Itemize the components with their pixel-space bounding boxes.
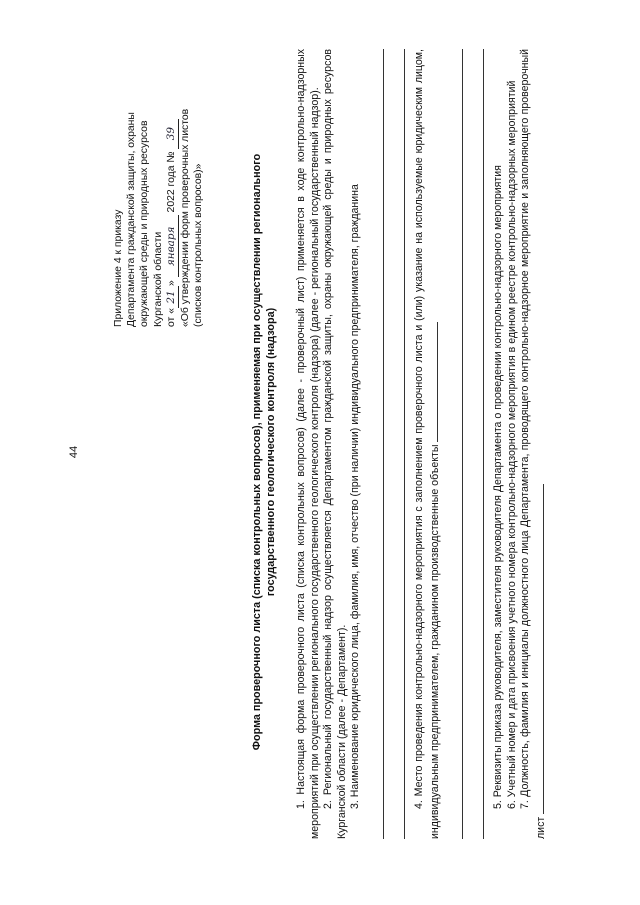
item-4-text: 4. Место проведения контрольно-надзорного мероприятия с заполнением проверочного листа и (или) указание на используемые юридическим лицом, индивидуальным предпринимателем, гражданином производственные объекты — [412, 49, 441, 839]
appendix-line: Приложение 4 к приказу — [113, 209, 124, 327]
fill-line — [371, 49, 384, 839]
appendix-line: «Об утверждении форм проверочных листов — [180, 108, 192, 327]
item-5: 5. Реквизиты приказа руководителя, заместителя руководителя Департамента о проведении контрольно-надзорного мероприятия — [492, 165, 505, 809]
fill-line — [533, 484, 544, 814]
date-prefix: от « — [165, 308, 177, 327]
fill-line — [392, 49, 405, 839]
fill-line — [450, 49, 463, 839]
item-2: 2. Региональный государственный надзор осуществляется Департаментом гражданской защиты, охраны окружающей среды и природных ресурсов Курганской области (далее - Департамент). — [322, 49, 348, 839]
appendix-line: (списков контрольных вопросов)» — [193, 163, 205, 327]
item-3: 3. Наименование юридического лица, фамилия, имя, отчество (при наличии) индивидуального предпринимателя, гражданина — [349, 184, 362, 809]
handwritten-day: 21 — [165, 286, 179, 308]
item-1: 1. Настоящая форма проверочного листа (списка контрольных вопросов) (далее - проверочный лист) применяется в ходе контрольно-надзорных мероприятий при осуществлении регионального государственного геологического контроля (надзора) (далее - региональный государственный надзор). — [295, 49, 321, 839]
appendix-block — [112, 77, 205, 327]
fill-line — [471, 49, 484, 839]
item-6: 6. Учетный номер и дата присвоения учетного номера контрольно-надзорного мероприятия в едином реестре контрольно-надзорных мероприятий — [505, 80, 518, 809]
item-4 — [413, 49, 442, 839]
form-body — [295, 49, 549, 839]
date-mid: » — [165, 280, 177, 287]
page-number: 44 — [68, 445, 80, 459]
handwritten-number: 39 — [165, 119, 179, 149]
item-7-text: 7. Должность, фамилия и инициалы должностного лица Департамента, проводящего контрольно-надзорное мероприятие и заполняющего проверочный лист — [519, 49, 547, 839]
form-title: Форма проверочного листа (списка контрольных вопросов), применяемая при осуществлении регионального государственного геологического контроля (надзора) — [251, 153, 277, 751]
appendix-line: Курганской области — [152, 231, 164, 327]
appendix-line: Департамента гражданской защиты, охраны — [126, 112, 138, 327]
rotated-content — [60, 37, 580, 867]
item-7 — [519, 49, 548, 839]
fill-line — [427, 322, 438, 442]
year-text: 2022 года № — [165, 151, 177, 213]
appendix-line: окружающей среды и природных ресурсов — [139, 120, 151, 327]
handwritten-month: января — [165, 215, 179, 277]
appendix-date-line — [165, 77, 179, 327]
